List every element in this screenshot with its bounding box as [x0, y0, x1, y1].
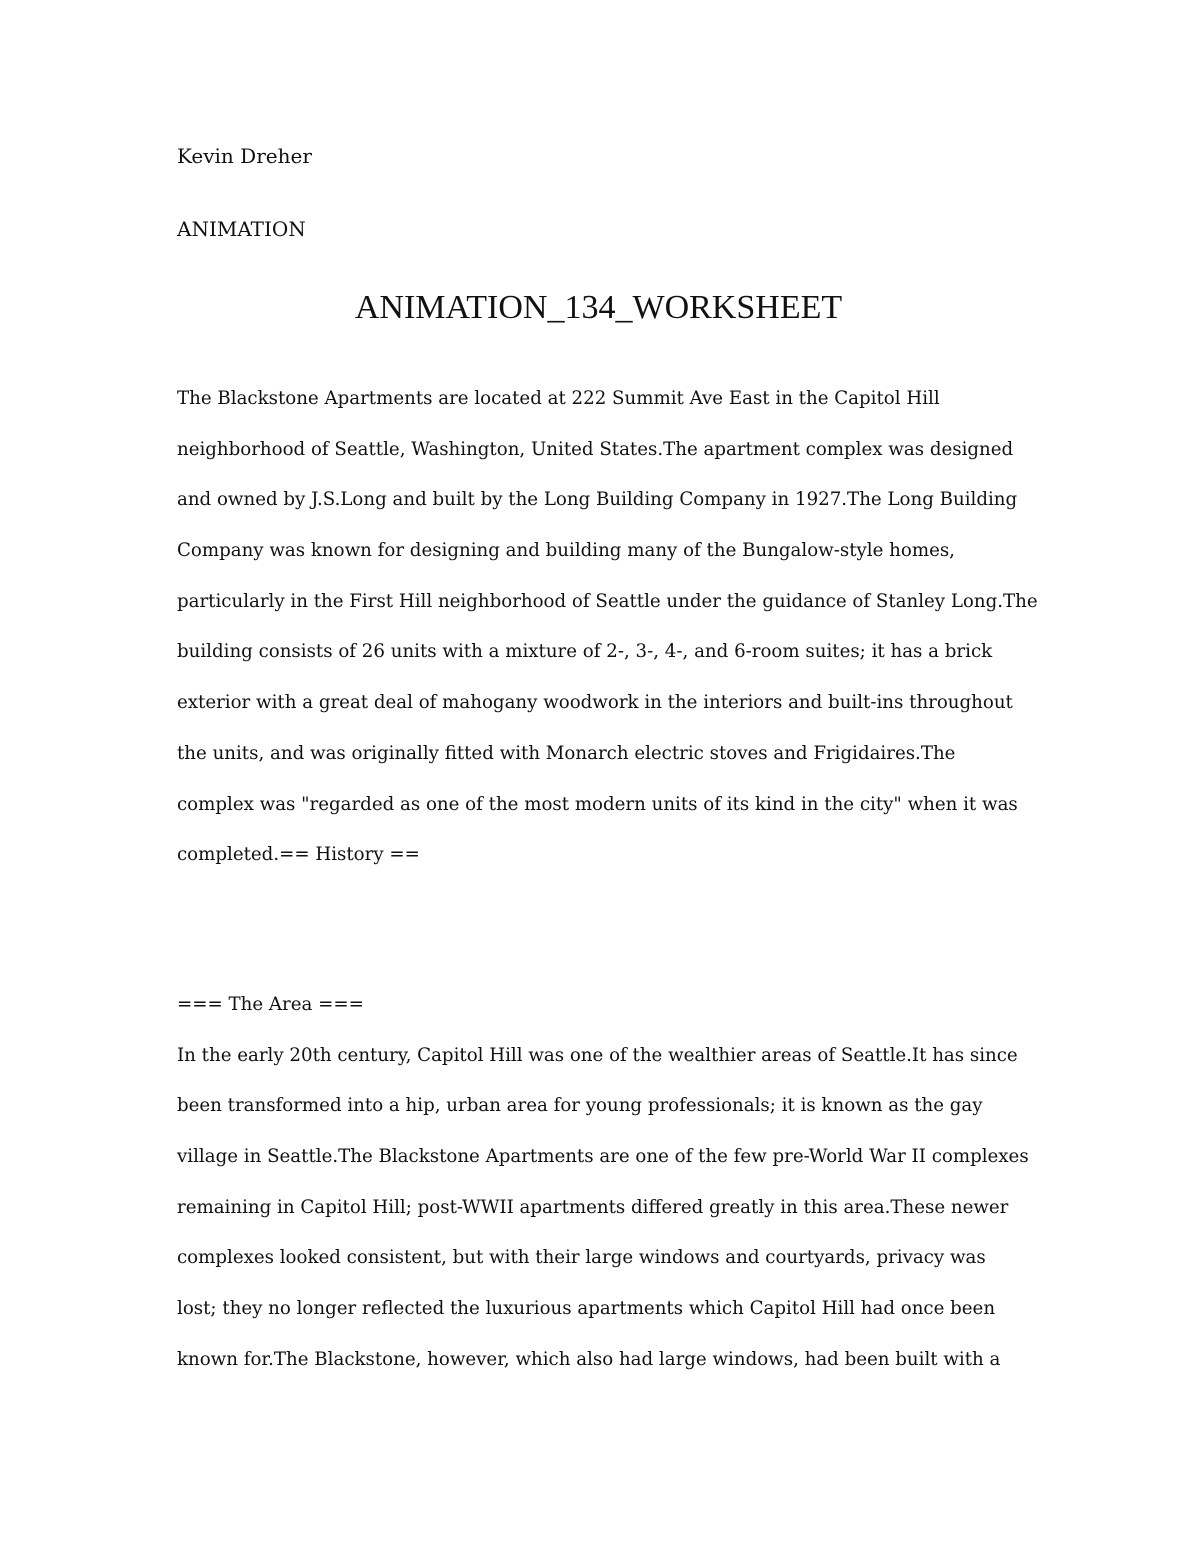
text-line: In the early 20th century, Capitol Hill was one of the wealthier areas of Seattle.It has since	[177, 1044, 1018, 1066]
text-line: been transformed into a hip, urban area for young professionals; it is known as the gay	[177, 1095, 983, 1117]
intro-paragraph	[177, 384, 1057, 891]
text-line: remaining in Capitol Hill; post-WWII apartments differed greatly in this area.These newer	[177, 1196, 1009, 1218]
text-line: village in Seattle.The Blackstone Apartments are one of the few pre-World War II complexes	[177, 1146, 1029, 1168]
text-line: exterior with a great deal of mahogany woodwork in the interiors and built-ins throughout	[177, 692, 1013, 714]
text-line: The Blackstone Apartments are located at 222 Summit Ave East in the Capitol Hill	[177, 388, 940, 409]
course-name: ANIMATION	[177, 217, 306, 241]
text-line: complexes looked consistent, but with their large windows and courtyards, privacy was	[177, 1247, 986, 1269]
author-name: Kevin Dreher	[177, 144, 312, 168]
text-line: particularly in the First Hill neighborhood of Seattle under the guidance of Stanley Long.The	[177, 590, 1038, 612]
text-line: known for.The Blackstone, however, which also had large windows, had been built with a	[177, 1348, 1001, 1370]
text-line: complex was "regarded as one of the most modern units of its kind in the city" when it was	[177, 793, 1018, 815]
text-line: neighborhood of Seattle, Washington, United States.The apartment complex was designed	[177, 438, 1014, 460]
document-title: ANIMATION_134_WORKSHEET	[354, 289, 843, 326]
section-heading: === The Area ===	[177, 994, 364, 1015]
text-line: Company was known for designing and building many of the Bungalow-style homes,	[177, 540, 955, 562]
text-line: the units, and was originally fitted with Monarch electric stoves and Frigidaires.The	[177, 742, 956, 764]
text-line: building consists of 26 units with a mixture of 2-, 3-, 4-, and 6-room suites; it has a brick	[177, 641, 993, 663]
text-line: completed.== History ==	[177, 844, 420, 866]
text-line: lost; they no longer reflected the luxurious apartments which Capitol Hill had once been	[177, 1298, 996, 1320]
area-section	[177, 990, 1057, 1396]
text-line: and owned by J.S.Long and built by the Long Building Company in 1927.The Long Building	[177, 489, 1018, 511]
